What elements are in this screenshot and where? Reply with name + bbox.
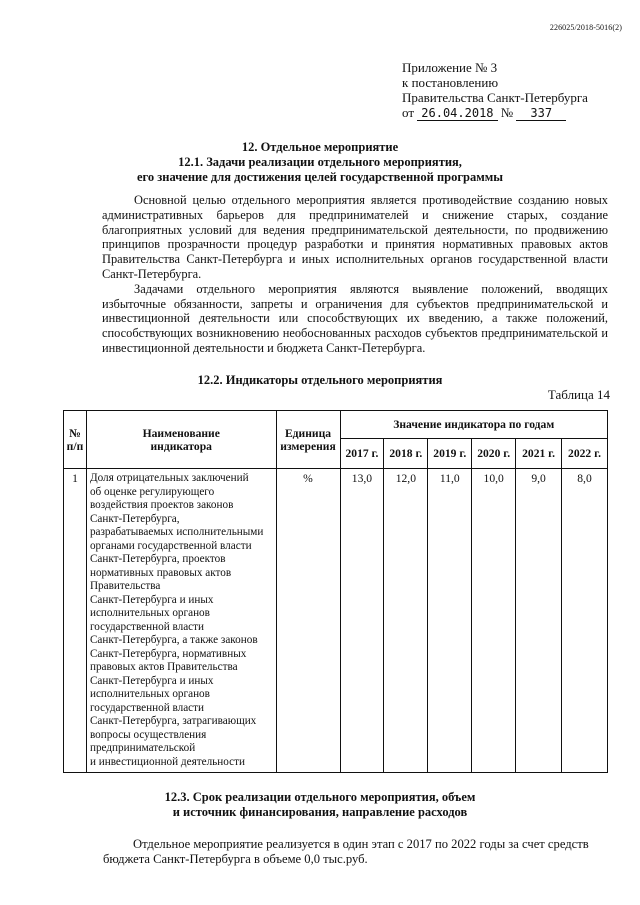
resolution-date: 26.04.2018 — [417, 106, 497, 121]
appendix-line-2: к постановлению — [402, 75, 499, 90]
header-year: 2021 г. — [516, 439, 562, 469]
header-year: 2020 г. — [472, 439, 516, 469]
financing-title-line-2: и источник финансирования, направление расходов — [172, 805, 468, 819]
section-title: 12. Отдельное мероприятие — [241, 140, 399, 154]
indicator-name: Доля отрицательных заключений об оценке регулирующего воздействия проектов законов Санкт-Петербурга, разрабатываемых исполнительными органами государственной власти Санкт-Петербурга, проектов нормативных правовых актов Правительства Санкт-Петербурга и иных исполнительных органов государственной власти Санкт-Петербурга, а также законов Санкт-Петербурга, нормативных правовых актов Правительства Санкт-Петербурга и иных исполнительных органов государственной власти Санкт-Петербурга, затрагивающих вопросы осуществления предпринимательской и инвестиционной деятельности — [86, 469, 276, 773]
financing-text: Отдельное мероприятие реализуется в один этап с 2017 по 2022 годы за счет средств бюджета Санкт-Петербурга в объеме 0,0 тыс.руб. — [103, 837, 589, 866]
indicator-unit: % — [276, 469, 340, 773]
value-2017: 13,0 — [340, 469, 384, 773]
value-2022: 8,0 — [562, 469, 608, 773]
row-number: 1 — [64, 469, 87, 773]
indicators-table — [63, 410, 608, 773]
header-year: 2018 г. — [384, 439, 428, 469]
value-2020: 10,0 — [472, 469, 516, 773]
subsection-title-line-1: 12.1. Задачи реализации отдельного мероприятия, — [178, 155, 462, 169]
table-label: Таблица 14 — [547, 387, 610, 402]
header-year: 2019 г. — [428, 439, 472, 469]
table-row — [64, 469, 608, 773]
value-2018: 12,0 — [384, 469, 428, 773]
value-2019: 11,0 — [428, 469, 472, 773]
paragraph-goal: Основной целью отдельного мероприятия является противодействие созданию новых административных барьеров для предпринимателей и снижение старых, создание благоприятных условий для ведения предпринимательской деятельности, по продвижению принципов прозрачности процедур разработки и принятия нормативных правовых актов Правительства Санкт-Петербурга и иных исполнительных органов государственной власти Санкт-Петербурга. — [102, 193, 608, 281]
goals-text — [102, 193, 608, 356]
header-indicator-name: Наименование индикатора — [86, 411, 276, 469]
document-number: 226025/2018-5016(2) — [549, 23, 622, 32]
header-number: № п/п — [64, 411, 87, 469]
paragraph-tasks: Задачами отдельного мероприятия являются выявление положений, вводящих избыточные обязанности, запреты и ограничения для субъектов предпринимательской и инвестиционной деятельности или способствующих их введению, а также положений, способствующих возникновению необоснованных расходов субъектов предпринимательской и инвестиционной деятельности и бюджета Санкт-Петербурга. — [102, 281, 608, 355]
appendix-date-line — [402, 105, 588, 121]
appendix-line-1: Приложение № 3 — [402, 60, 498, 75]
value-2021: 9,0 — [516, 469, 562, 773]
resolution-number: 337 — [516, 106, 566, 121]
appendix-line-3: Правительства Санкт-Петербурга — [402, 90, 588, 105]
header-unit: Единица измерения — [276, 411, 340, 469]
number-label: № — [500, 105, 514, 120]
from-label: от — [402, 105, 415, 120]
financing-title-line-1: 12.3. Срок реализации отдельного мероприятия, объем — [164, 790, 476, 804]
appendix-block — [402, 60, 588, 121]
header-year: 2017 г. — [340, 439, 384, 469]
subsection-title-line-2: его значение для достижения целей государственной программы — [136, 170, 504, 184]
header-values-by-year: Значение индикатора по годам — [340, 411, 608, 439]
header-year: 2022 г. — [562, 439, 608, 469]
indicators-title: 12.2. Индикаторы отдельного мероприятия — [197, 373, 443, 387]
